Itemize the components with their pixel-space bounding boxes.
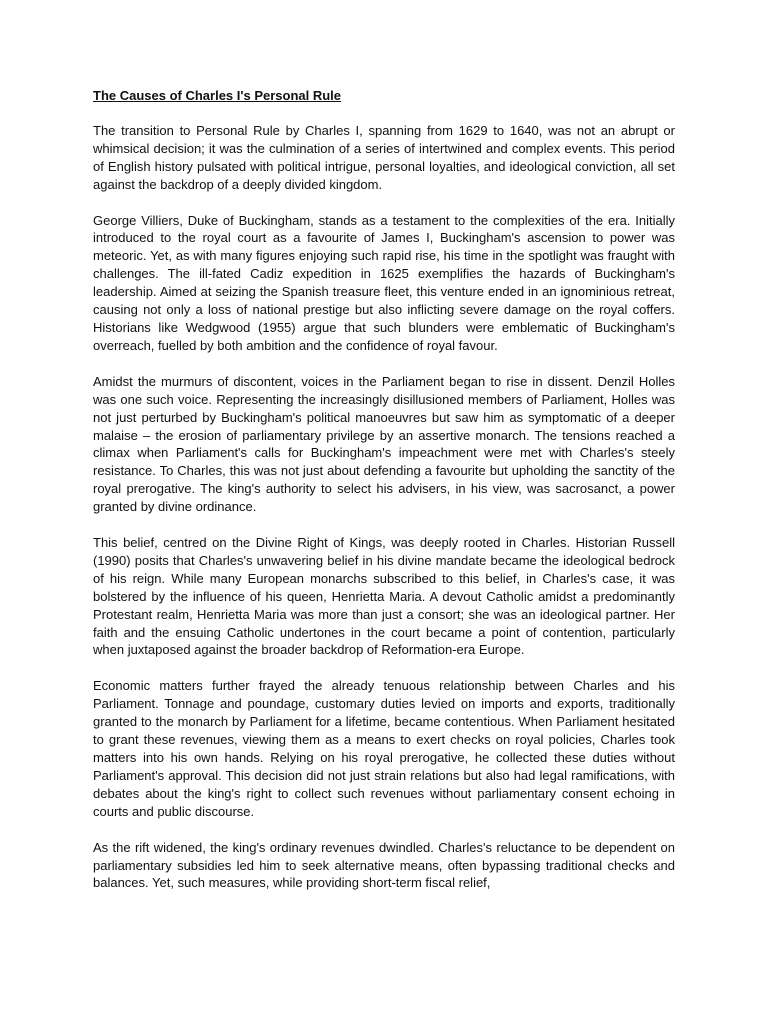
paragraph-economic: Economic matters further frayed the already tenuous relationship between Charles and his Parliament. Tonnage and poundage, customary duties levied on imports and exports, traditionally granted to the monarch by Parliament for a lifetime, became contentious. When Parliament hesitated to grant these revenues, viewing them as a means to exert checks on royal policies, Charles took matters into his own hands. Relying on his royal prerogative, he collected these duties without Parliament's approval. This decision did not just strain relations but also had legal ramifications, with debates about the king's right to collect such revenues without parliamentary consent echoing in courts and public discourse. (93, 678, 675, 819)
paragraph-revenues: As the rift widened, the king's ordinary revenues dwindled. Charles's reluctance to be dependent on parliamentary subsidies led him to seek alternative means, often bypassing traditional checks and balances. Yet, such measures, while providing short-term fiscal relief, (93, 839, 675, 891)
paragraph-divine-right: This belief, centred on the Divine Right of Kings, was deeply rooted in Charles. Historian Russell (1990) posits that Charles's unwavering belief in his divine mandate became the ideological bedrock of his reign. While many European monarchs subscribed to this belief, in Charles's case, it was bolstered by the influence of his queen, Henrietta Maria. A devout Catholic amidst a predominantly Protestant realm, Henrietta Maria was more than just a consort; she was an ideological partner. Her faith and the ensuing Catholic undertones in the court became a point of contention, particularly when juxtaposed against the broader backdrop of Reformation-era Europe. (93, 535, 675, 658)
paragraph-buckingham: George Villiers, Duke of Buckingham, stands as a testament to the complexities of the era. Initially introduced to the royal court as a favourite of James I, Buckingham's ascension to power was meteoric. Yet, as with many figures enjoying such rapid rise, his time in the spotlight was fraught with challenges. The ill-fated Cadiz expedition in 1625 exemplifies the hazards of Buckingham's leadership. Aimed at seizing the Spanish treasure fleet, this venture ended in an ignominious retreat, causing not only a loss of national prestige but also inflicting severe damage on the royal coffers. Historians like Wedgwood (1955) argue that such blunders were emblematic of Buckingham's overreach, fuelled by both ambition and the confidence of royal favour. (93, 212, 675, 353)
document-page (93, 85, 675, 910)
paragraph-intro: The transition to Personal Rule by Charles I, spanning from 1629 to 1640, was not an abrupt or whimsical decision; it was the culmination of a series of intertwined and complex events. This period of English history pulsated with political intrigue, personal loyalties, and ideological conviction, all set against the backdrop of a deeply divided kingdom. (93, 122, 675, 192)
document-title: The Causes of Charles I's Personal Rule (93, 88, 342, 103)
paragraph-holles: Amidst the murmurs of discontent, voices in the Parliament began to rise in dissent. Denzil Holles was one such voice. Representing the increasingly disillusioned members of Parliament, Holles was not just perturbed by Buckingham's political manoeuvres but saw him as symptomatic of a deeper malaise – the erosion of parliamentary privilege by an assertive monarch. The tensions reached a climax when Parliament's calls for Buckingham's impeachment were met with Charles's steely resistance. To Charles, this was not just about defending a favourite but upholding the sanctity of the royal prerogative. The king's authority to select his advisers, in his view, was sacrosanct, a power granted by divine ordinance. (93, 373, 675, 515)
